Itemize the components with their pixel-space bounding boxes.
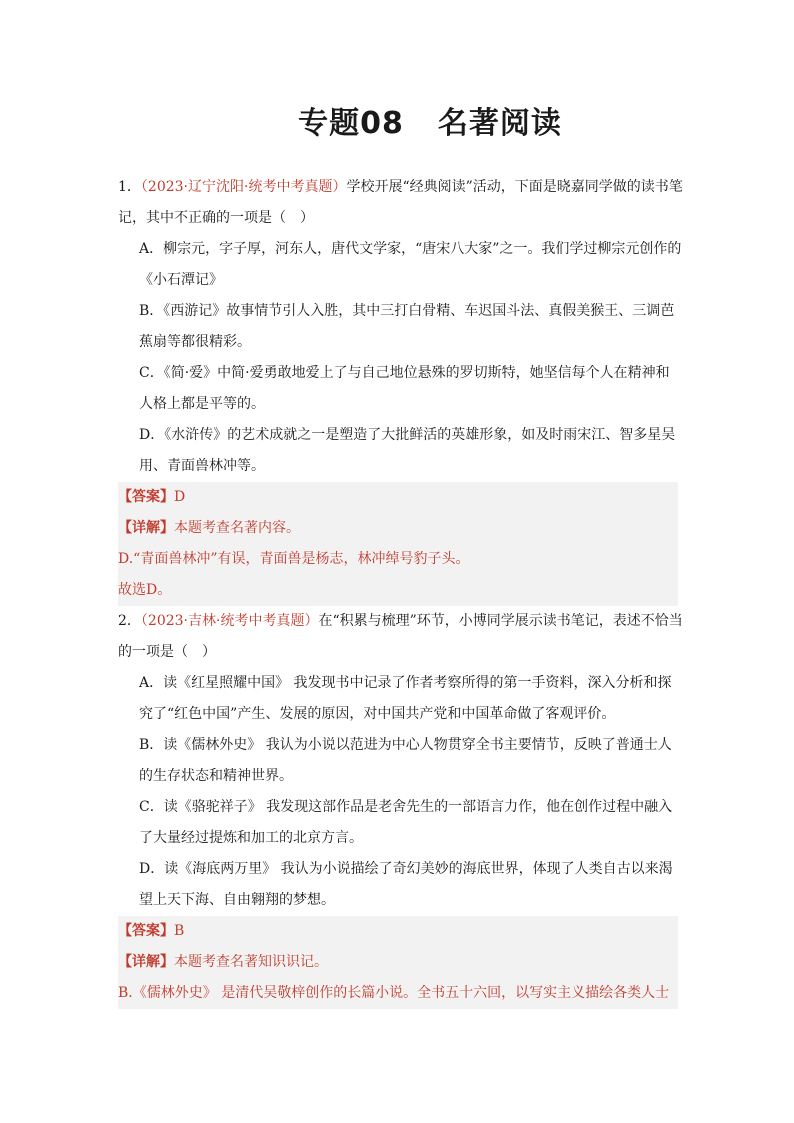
q2-explanation: B.《儒林外史》 是清代吴敬梓创作的长篇小说。全书五十六回，以写实主义描绘各类人士 [118,978,678,1009]
page-title [0,98,794,142]
q2-number: 2． [118,613,141,629]
q1-option-a-line1: A．柳宗元，字子厚，河东人，唐代文学家，“唐宋八大家”之一。我们学过柳宗元创作的 [139,241,682,257]
q2-option-c-line1: C．读《骆驼祥子》 我发现这部作品是老舍先生的一部语言力作，他在创作过程中融入 [139,799,673,815]
q1-option-a-line2: 《小石潭记》 [139,272,223,288]
q2-stem-line2: 的一项是（ ） [118,644,216,660]
q2-option-a-line1: A．读《红星照耀中国》 我发现书中记录了作者考察所得的第一手资料，深入分析和探 [139,675,672,691]
q2-answer-tag: 【答案】 [118,923,174,939]
q1-option-b-line2: 蕉扇等都很精彩。 [139,334,251,350]
q2-detail-tag: 【详解】 [118,954,174,970]
q2-option-d-line1: D．读《海底两万里》 我认为小说描绘了奇幻美妙的海底世界，体现了人类自古以来渴 [139,861,673,877]
title-topic-name: 名著阅读 [437,106,562,141]
q1-detail [118,513,678,544]
q2-option-b-line1: B．读《儒林外史》 我认为小说以范进为中心人物贯穿全书主要情节，反映了普通士人 [139,737,672,753]
q1-option-b-line1: B．《西游记》故事情节引人入胜，其中三打白骨精、车迟国斗法、真假美猴王、三调芭 [139,303,675,319]
q1-source: （2023·辽宁沈阳·统考中考真题） [140,179,347,195]
q2-detail [118,947,678,978]
q1-answer-tag: 【答案】 [118,489,174,505]
title-topic-number: 专题08 [298,106,404,141]
q2-option-a-line2: 究了“红色中国”产生、发展的原因，对中国共产党和中国革命做了客观评价。 [139,706,616,722]
content-body [118,172,683,1009]
q1-option-d-line1: D．《水浒传》的艺术成就之一是塑造了大批鲜活的英雄形象，如及时雨宋江、智多星吴 [139,427,676,443]
q1-option-c-line2: 人格上都是平等的。 [139,396,265,412]
q1-option-c-line1: C．《简·爱》中简·爱勇敢地爱上了与自己地位悬殊的罗切斯特，她坚信每个人在精神和 [139,365,670,381]
q1-stem-line2: 记，其中不正确的一项是（ ） [118,210,314,226]
q2-option-c-line2: 了大量经过提炼和加工的北京方言。 [139,830,363,846]
q1-stem-line1 [118,172,683,203]
q2-option-b-line2: 的生存状态和精神世界。 [139,768,293,784]
q2-answer [118,916,678,947]
q1-stem-text: 学校开展“经典阅读”活动，下面是晓嘉同学做的读书笔 [346,179,683,195]
q2-source: （2023·吉林·统考中考真题） [140,613,319,629]
q1-option-d-line2: 用、青面兽林冲等。 [139,458,265,474]
q1-detail-text: 本题考查名著内容。 [174,520,300,536]
q1-explanation: D.“青面兽林冲”有误，青面兽是杨志，林冲绰号豹子头。 [118,544,678,575]
q1-answer [118,482,678,513]
q2-answer-value: B [174,923,185,939]
q1-conclusion: 故选D。 [118,575,678,606]
q1-answer-value: D [174,489,186,505]
q2-stem-line1 [118,606,683,637]
q2-option-d-line2: 望上天下海、自由翱翔的梦想。 [139,892,335,908]
q2-detail-text: 本题考查名著知识识记。 [174,954,328,970]
q2-stem-text: 在“积累与梳理”环节，小博同学展示读书笔记，表述不恰当 [318,613,683,629]
q1-detail-tag: 【详解】 [118,520,174,536]
q1-number: 1． [118,179,141,195]
